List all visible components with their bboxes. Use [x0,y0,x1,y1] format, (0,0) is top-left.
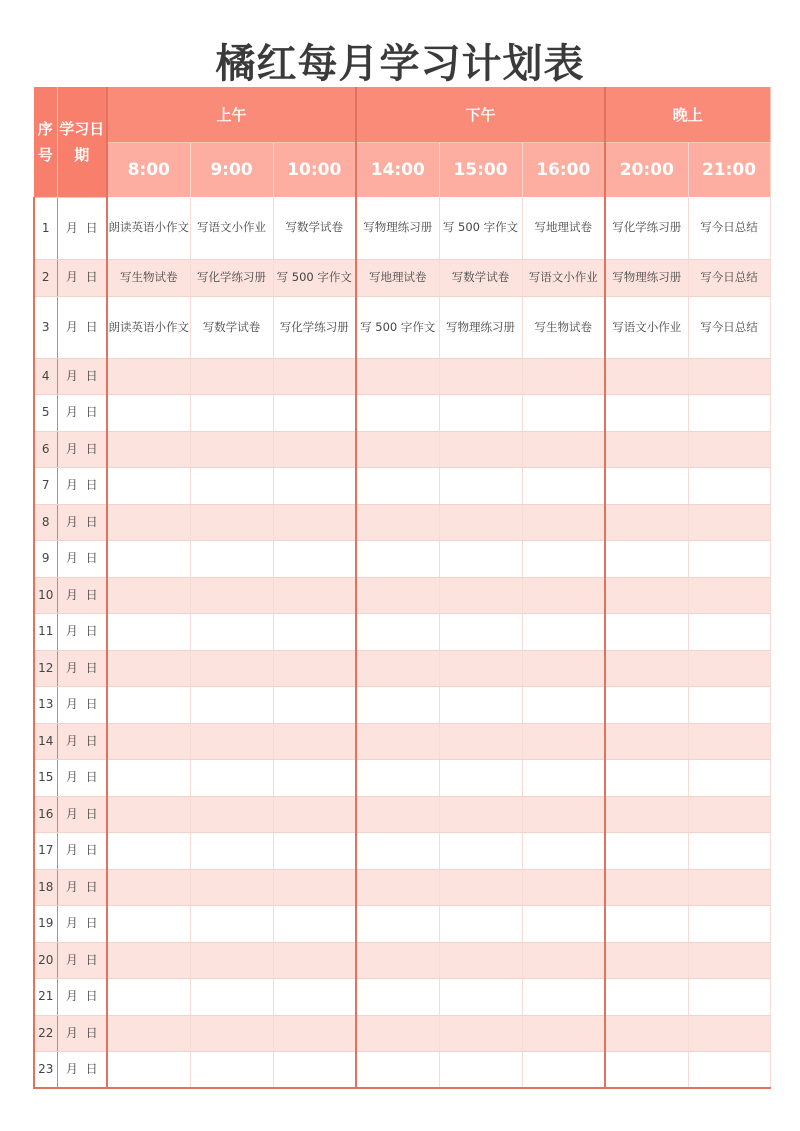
date-cell[interactable]: 月 日 [57,504,107,541]
task-cell[interactable] [190,468,273,505]
table-row [34,197,770,259]
task-cell[interactable] [190,358,273,395]
task-cell[interactable] [439,1052,522,1089]
task-cell[interactable] [273,869,356,906]
task-cell[interactable] [522,687,605,724]
task-cell[interactable] [439,504,522,541]
task-cell[interactable] [356,1015,439,1052]
task-cell[interactable] [439,431,522,468]
task-cell[interactable] [522,504,605,541]
task-cell[interactable]: 写 500 字作文 [439,197,522,259]
task-cell[interactable] [688,687,770,724]
task-cell[interactable]: 写今日总结 [688,197,770,259]
row-number: 15 [34,760,57,797]
table-row [34,723,770,760]
row-number: 11 [34,614,57,651]
task-cell[interactable] [688,468,770,505]
table-row [34,431,770,468]
task-cell[interactable] [273,358,356,395]
table-row [34,796,770,833]
task-cell[interactable]: 写语文小作业 [605,296,688,358]
task-cell[interactable]: 写物理练习册 [439,296,522,358]
task-cell[interactable] [688,395,770,432]
task-cell[interactable]: 写数学试卷 [273,197,356,259]
task-cell[interactable] [190,431,273,468]
task-cell[interactable] [605,796,688,833]
task-cell[interactable] [688,869,770,906]
task-cell[interactable] [190,1052,273,1089]
task-cell[interactable] [107,723,190,760]
seq-header: 序号 [34,87,57,197]
task-cell[interactable]: 写生物试卷 [107,259,190,296]
task-cell[interactable] [605,395,688,432]
row-number: 22 [34,1015,57,1052]
row-number: 5 [34,395,57,432]
task-cell[interactable] [190,942,273,979]
time-header: 21:00 [688,143,770,198]
group-morning-header: 上午 [107,87,356,143]
task-cell[interactable] [356,760,439,797]
task-cell[interactable]: 写地理试卷 [522,197,605,259]
task-cell[interactable] [107,979,190,1016]
row-number: 6 [34,431,57,468]
table-row [34,358,770,395]
task-cell[interactable] [273,1015,356,1052]
task-cell[interactable] [107,468,190,505]
task-cell[interactable] [273,431,356,468]
task-cell[interactable] [439,833,522,870]
time-header: 20:00 [605,143,688,198]
task-cell[interactable] [356,942,439,979]
task-cell[interactable] [688,942,770,979]
task-cell[interactable] [522,760,605,797]
task-cell[interactable]: 写 500 字作文 [273,259,356,296]
row-number: 8 [34,504,57,541]
task-cell[interactable] [439,796,522,833]
table-row [34,687,770,724]
task-cell[interactable]: 写语文小作业 [190,197,273,259]
task-cell[interactable] [688,504,770,541]
task-cell[interactable] [688,1052,770,1089]
row-number: 19 [34,906,57,943]
task-cell[interactable] [605,760,688,797]
task-cell[interactable]: 写数学试卷 [439,259,522,296]
row-number: 3 [34,296,57,358]
task-cell[interactable] [439,358,522,395]
task-cell[interactable] [107,906,190,943]
task-cell[interactable] [107,1015,190,1052]
table-row [34,541,770,578]
date-cell[interactable]: 月 日 [57,577,107,614]
task-cell[interactable] [273,614,356,651]
table-row [34,395,770,432]
task-cell[interactable] [273,760,356,797]
table-row [34,906,770,943]
date-cell[interactable]: 月 日 [57,760,107,797]
task-cell[interactable] [190,687,273,724]
task-cell[interactable] [273,833,356,870]
date-cell[interactable]: 月 日 [57,906,107,943]
task-cell[interactable] [522,796,605,833]
task-cell[interactable] [356,796,439,833]
task-cell[interactable] [439,395,522,432]
row-number: 16 [34,796,57,833]
task-cell[interactable] [605,650,688,687]
task-cell[interactable] [356,468,439,505]
date-header: 学习日期 [57,87,107,197]
task-cell[interactable] [439,979,522,1016]
date-cell[interactable]: 月 日 [57,358,107,395]
task-cell[interactable] [439,577,522,614]
task-cell[interactable] [273,687,356,724]
task-cell[interactable] [522,577,605,614]
table-row [34,833,770,870]
date-cell[interactable]: 月 日 [57,796,107,833]
row-number: 18 [34,869,57,906]
task-cell[interactable] [605,468,688,505]
task-cell[interactable] [356,833,439,870]
task-cell[interactable]: 写物理练习册 [356,197,439,259]
date-cell[interactable]: 月 日 [57,833,107,870]
table-row [34,942,770,979]
task-cell[interactable] [522,906,605,943]
task-cell[interactable] [356,723,439,760]
date-cell[interactable]: 月 日 [57,296,107,358]
task-cell[interactable] [273,1052,356,1089]
task-cell[interactable] [605,1015,688,1052]
task-cell[interactable] [356,869,439,906]
time-header: 15:00 [439,143,522,198]
table-row [34,577,770,614]
date-cell[interactable]: 月 日 [57,942,107,979]
date-cell[interactable]: 月 日 [57,197,107,259]
task-cell[interactable] [190,979,273,1016]
task-cell[interactable]: 写今日总结 [688,259,770,296]
row-number: 12 [34,650,57,687]
date-cell[interactable]: 月 日 [57,395,107,432]
task-cell[interactable] [107,541,190,578]
task-cell[interactable] [107,650,190,687]
task-cell[interactable] [522,1052,605,1089]
task-cell[interactable] [356,358,439,395]
time-header: 9:00 [190,143,273,198]
date-cell[interactable]: 月 日 [57,869,107,906]
task-cell[interactable]: 写化学练习册 [190,259,273,296]
task-cell[interactable] [190,614,273,651]
task-cell[interactable] [190,650,273,687]
row-number: 4 [34,358,57,395]
task-cell[interactable] [107,869,190,906]
task-cell[interactable] [107,833,190,870]
task-cell[interactable] [190,906,273,943]
row-number: 14 [34,723,57,760]
date-cell[interactable]: 月 日 [57,541,107,578]
task-cell[interactable] [107,942,190,979]
task-cell[interactable] [522,869,605,906]
table-row [34,1015,770,1052]
task-cell[interactable] [273,942,356,979]
row-number: 21 [34,979,57,1016]
task-cell[interactable] [439,614,522,651]
task-cell[interactable] [522,1015,605,1052]
table-row [34,760,770,797]
task-cell[interactable] [688,577,770,614]
task-cell[interactable] [439,468,522,505]
task-cell[interactable] [605,869,688,906]
date-cell[interactable]: 月 日 [57,687,107,724]
task-cell[interactable]: 写生物试卷 [522,296,605,358]
task-cell[interactable] [605,541,688,578]
task-cell[interactable] [190,1015,273,1052]
row-number: 17 [34,833,57,870]
task-cell[interactable] [356,395,439,432]
task-cell[interactable]: 写物理练习册 [605,259,688,296]
date-cell[interactable]: 月 日 [57,468,107,505]
task-cell[interactable] [439,687,522,724]
time-header: 14:00 [356,143,439,198]
task-cell[interactable] [107,614,190,651]
task-cell[interactable] [273,906,356,943]
task-cell[interactable] [356,541,439,578]
group-afternoon-header: 下午 [356,87,605,143]
task-cell[interactable] [273,723,356,760]
task-cell[interactable] [439,869,522,906]
table-row [34,1052,770,1089]
date-cell[interactable]: 月 日 [57,259,107,296]
task-cell[interactable]: 写 500 字作文 [356,296,439,358]
task-cell[interactable] [522,833,605,870]
task-cell[interactable]: 写语文小作业 [522,259,605,296]
task-cell[interactable] [605,723,688,760]
task-cell[interactable] [107,577,190,614]
task-cell[interactable] [273,504,356,541]
task-cell[interactable] [273,395,356,432]
table-row [34,259,770,296]
task-cell[interactable] [522,358,605,395]
task-cell[interactable] [107,358,190,395]
task-cell[interactable] [107,1052,190,1089]
task-cell[interactable] [439,723,522,760]
task-cell[interactable] [356,650,439,687]
task-cell[interactable] [356,504,439,541]
task-cell[interactable] [605,577,688,614]
task-cell[interactable] [522,723,605,760]
task-cell[interactable] [273,650,356,687]
task-cell[interactable] [605,1052,688,1089]
task-cell[interactable] [439,541,522,578]
date-cell[interactable]: 月 日 [57,431,107,468]
table-row [34,504,770,541]
time-header: 16:00 [522,143,605,198]
row-number: 7 [34,468,57,505]
task-cell[interactable] [190,869,273,906]
task-cell[interactable] [273,796,356,833]
task-cell[interactable] [605,431,688,468]
task-cell[interactable] [605,833,688,870]
row-number: 13 [34,687,57,724]
page-title: 橘红每月学习计划表 [215,41,585,87]
task-cell[interactable] [273,541,356,578]
task-cell[interactable] [439,942,522,979]
task-cell[interactable] [688,760,770,797]
task-cell[interactable] [356,614,439,651]
task-cell[interactable] [439,906,522,943]
task-cell[interactable] [605,942,688,979]
task-cell[interactable] [522,395,605,432]
task-cell[interactable] [273,468,356,505]
task-cell[interactable] [107,431,190,468]
task-cell[interactable] [605,614,688,651]
task-cell[interactable] [688,979,770,1016]
task-cell[interactable] [605,687,688,724]
time-header: 8:00 [107,143,190,198]
time-header: 10:00 [273,143,356,198]
task-cell[interactable] [190,504,273,541]
task-cell[interactable] [522,468,605,505]
task-cell[interactable] [688,1015,770,1052]
task-cell[interactable] [273,577,356,614]
task-cell[interactable] [190,395,273,432]
task-cell[interactable]: 写今日总结 [688,296,770,358]
task-cell[interactable] [688,541,770,578]
task-cell[interactable] [439,650,522,687]
row-number: 23 [34,1052,57,1089]
task-cell[interactable] [605,906,688,943]
task-cell[interactable] [522,541,605,578]
task-cell[interactable]: 写地理试卷 [356,259,439,296]
task-cell[interactable] [439,1015,522,1052]
task-cell[interactable] [688,723,770,760]
task-cell[interactable]: 朗读英语小作文 [107,296,190,358]
table-row [34,979,770,1016]
row-number: 2 [34,259,57,296]
task-cell[interactable] [688,650,770,687]
task-cell[interactable] [356,431,439,468]
task-cell[interactable] [190,760,273,797]
task-cell[interactable] [107,760,190,797]
table-row [34,650,770,687]
task-cell[interactable] [688,358,770,395]
task-cell[interactable] [605,979,688,1016]
table-row [34,614,770,651]
task-cell[interactable] [439,760,522,797]
table-row [34,468,770,505]
task-cell[interactable] [107,504,190,541]
task-cell[interactable] [107,796,190,833]
task-cell[interactable] [356,906,439,943]
task-cell[interactable] [190,796,273,833]
row-number: 1 [34,197,57,259]
row-number: 9 [34,541,57,578]
task-cell[interactable] [688,431,770,468]
task-cell[interactable] [522,614,605,651]
date-cell[interactable]: 月 日 [57,1015,107,1052]
task-cell[interactable] [190,577,273,614]
task-cell[interactable] [190,541,273,578]
table-row [34,869,770,906]
task-cell[interactable] [688,906,770,943]
task-cell[interactable]: 朗读英语小作文 [107,197,190,259]
task-cell[interactable] [522,942,605,979]
task-cell[interactable]: 写化学练习册 [273,296,356,358]
task-cell[interactable] [605,358,688,395]
date-cell[interactable]: 月 日 [57,723,107,760]
task-cell[interactable] [356,577,439,614]
task-cell[interactable] [522,979,605,1016]
row-number: 10 [34,577,57,614]
row-number: 20 [34,942,57,979]
study-plan-table [33,87,771,1089]
group-evening-header: 晚上 [605,87,770,143]
task-cell[interactable] [356,979,439,1016]
task-cell[interactable] [605,504,688,541]
date-cell[interactable]: 月 日 [57,614,107,651]
task-cell[interactable] [356,687,439,724]
task-cell[interactable] [107,687,190,724]
task-cell[interactable] [107,395,190,432]
date-cell[interactable]: 月 日 [57,650,107,687]
task-cell[interactable] [688,614,770,651]
table-row [34,296,770,358]
task-cell[interactable] [273,979,356,1016]
date-cell[interactable]: 月 日 [57,979,107,1016]
plan-body [34,197,770,1088]
task-cell[interactable] [688,796,770,833]
task-cell[interactable]: 写化学练习册 [605,197,688,259]
task-cell[interactable]: 写数学试卷 [190,296,273,358]
task-cell[interactable] [522,431,605,468]
task-cell[interactable] [190,723,273,760]
task-cell[interactable] [356,1052,439,1089]
date-cell[interactable]: 月 日 [57,1052,107,1089]
task-cell[interactable] [688,833,770,870]
task-cell[interactable] [522,650,605,687]
task-cell[interactable] [190,833,273,870]
